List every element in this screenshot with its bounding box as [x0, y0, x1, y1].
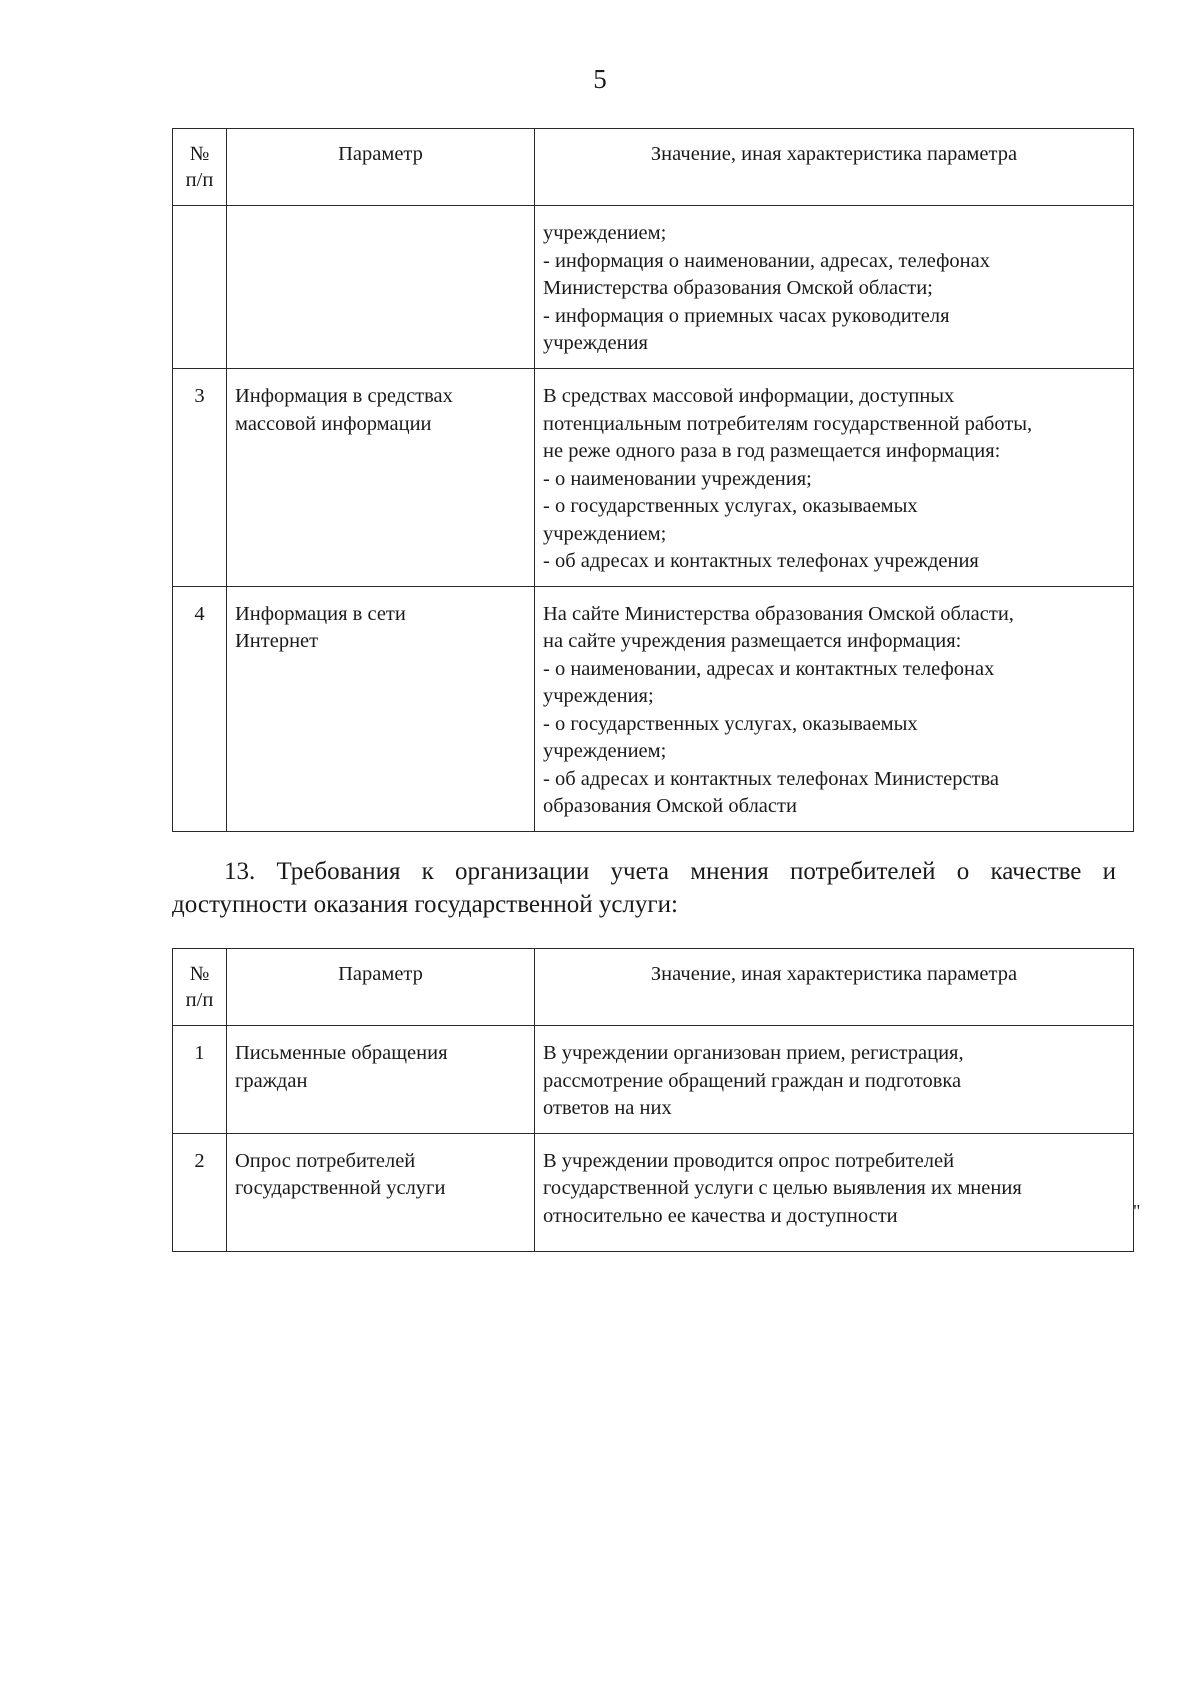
row-num-cell: 1	[173, 1026, 227, 1134]
row-param-cell: Информация в сети Интернет	[227, 586, 535, 831]
page-number: 5	[593, 64, 607, 94]
table-header-row	[173, 129, 1134, 206]
table-row	[173, 1026, 1134, 1134]
table-row	[173, 206, 1134, 369]
row-num-cell: 3	[173, 369, 227, 587]
row-param-cell	[227, 206, 535, 369]
section-13-heading: 13. Требования к организации учета мнения потребителей о качестве и доступности оказания государственной услуги:	[172, 858, 1116, 918]
header-value: Значение, иная характеристика параметра	[535, 949, 1134, 1026]
table-information-channels	[172, 128, 1134, 832]
header-num: № п/п	[173, 949, 227, 1026]
table-row	[173, 586, 1134, 831]
table-header-row	[173, 949, 1134, 1026]
row-param-cell: Информация в средствах массовой информации	[227, 369, 535, 587]
row-value-cell: В учреждении организован прием, регистрация, рассмотрение обращений граждан и подготовка ответов на них	[535, 1026, 1134, 1134]
row-param-cell: Письменные обращения граждан	[227, 1026, 535, 1134]
row-value-cell: На сайте Министерства образования Омской области, на сайте учреждения размещается информация: - о наименовании, адресах и контактных телефонах учреждения; - о государственных услугах, оказываемых учреждением; - об адресах и контактных телефонах Министерства образования Омской области	[535, 586, 1134, 831]
header-param: Параметр	[227, 129, 535, 206]
table-row	[173, 369, 1134, 587]
header-param: Параметр	[227, 949, 535, 1026]
row-num-cell: 2	[173, 1133, 227, 1251]
header-value: Значение, иная характеристика параметра	[535, 129, 1134, 206]
row-value-cell: В средствах массовой информации, доступных потенциальным потребителям государственной работы, не реже одного раза в год размещается информация: - о наименовании учреждения; - о государственных услугах, оказываемых учреждением; - об адресах и контактных телефонах учреждения	[535, 369, 1134, 587]
table-consumer-feedback	[172, 948, 1134, 1252]
row-value-cell: учреждением; - информация о наименовании, адресах, телефонах Министерства образования Омской области; - информация о приемных часах руководителя учреждения	[535, 206, 1134, 369]
row-param-cell: Опрос потребителей государственной услуги	[227, 1133, 535, 1251]
closing-quote-mark: "	[1133, 1201, 1141, 1221]
header-num: № п/п	[173, 129, 227, 206]
row-value-cell: В учреждении проводится опрос потребителей государственной услуги с целью выявления их мнения относительно ее качества и доступности	[535, 1133, 1134, 1251]
table-row	[173, 1133, 1134, 1251]
row-num-cell: 4	[173, 586, 227, 831]
row-num-cell	[173, 206, 227, 369]
